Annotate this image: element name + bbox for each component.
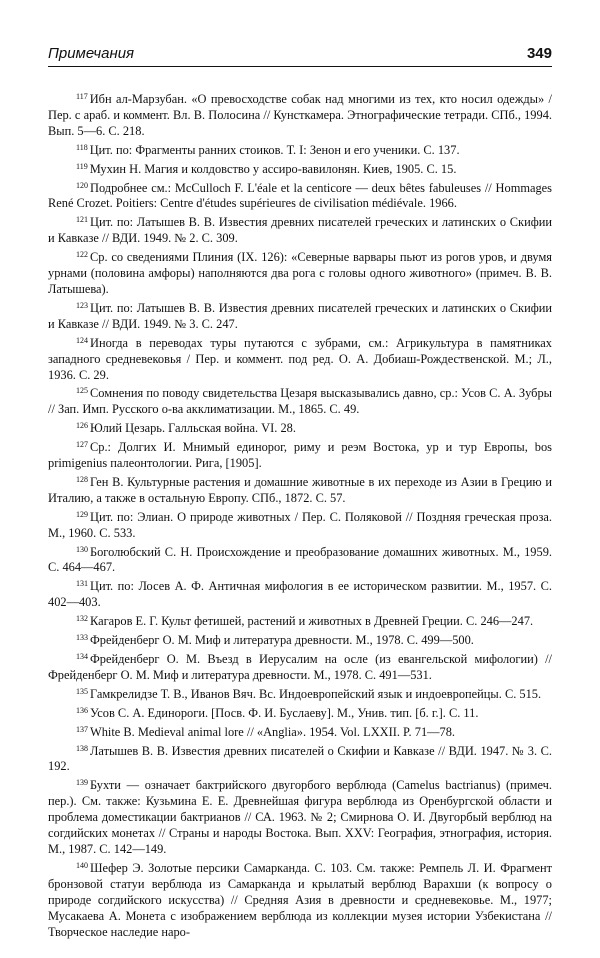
footnote-number: 120 — [76, 180, 88, 190]
footnote — [48, 775, 552, 858]
footnote — [48, 630, 552, 649]
footnote-number: 136 — [76, 705, 88, 715]
footnote — [48, 159, 552, 178]
footnote-number: 125 — [76, 386, 88, 396]
footnote-text: Мухин Н. Магия и колдовство у ассиро-вавилонян. Киев, 1905. С. 15. — [89, 161, 457, 176]
footnote-text: Кагаров Е. Г. Культ фетишей, растений и животных в Древней Греции. С. 246—247. — [90, 614, 534, 629]
footnote-number: 138 — [76, 743, 88, 753]
notes-list — [48, 89, 552, 940]
footnote-text: Фрейденберг О. М. Въезд в Иерусалим на осле (из евангельской мифологии) // Фрейденберг О. М. Миф и литература древности. М., 1978. С. 491—531. — [48, 652, 552, 682]
footnote — [48, 333, 552, 384]
footnote — [48, 741, 552, 776]
footnote-text: Ген В. Культурные растения и домашние животные в их переходе из Азии в Грецию и Италию, а также в остальную Европу. СПб., 1872. С. 57. — [48, 474, 552, 505]
footnote — [48, 418, 552, 437]
footnote-text: Цит. по: Лосев А. Ф. Античная мифология в ее историческом развитии. М., 1957. С. 402—403. — [48, 579, 552, 610]
footnote-text: Цит. по: Латышев В. В. Известия древних писателей греческих и латинских о Скифии и Кавказе // ВДИ. 1949. № 2. С. 309. — [48, 215, 552, 246]
page-header — [48, 40, 552, 67]
footnote-number: 137 — [76, 724, 88, 734]
footnote-text: Ср.: Долгих И. Мнимый единорог, риму и реэм Востока, ур и тур Европы, bos primigenius палеонтологии. Рига, [1905]. — [48, 440, 552, 471]
footnote-number: 121 — [76, 215, 88, 225]
footnote — [48, 576, 552, 611]
footnote-text: Шефер Э. Золотые персики Самарканда. С. 103. См. также: Ремпель Л. И. Фрагмент бронзовой статуи верблюда из Самарканда и крылатый верблюд Варахши (к вопросу о природе согдийского искусства) // Средняя Азия в древности и средневековье. М., 1977; Мусакаева А. Монета с изображением верблюда из коллекции музея истории Узбекистана // Творческое наследие наро- — [48, 860, 552, 939]
footnote-number: 124 — [76, 335, 88, 345]
footnote-number: 140 — [76, 860, 88, 870]
footnote-number: 129 — [76, 509, 88, 519]
footnote — [48, 89, 552, 140]
footnote — [48, 722, 552, 741]
footnote — [48, 649, 552, 684]
footnote — [48, 611, 552, 630]
footnote-text: Цит. по: Фрагменты ранних стоиков. Т. I: Зенон и его ученики. С. 137. — [89, 142, 460, 157]
footnote — [48, 437, 552, 472]
footnote — [48, 212, 552, 247]
footnote-number: 123 — [76, 300, 88, 310]
running-head: Примечания — [48, 45, 135, 62]
footnote-text: Цит. по: Элиан. О природе животных / Пер. С. Поляковой // Поздняя греческая проза. М., 1960. С. 533. — [48, 509, 552, 540]
footnote-number: 126 — [76, 421, 88, 431]
footnote-text: Бухти — означает бактрийского двугорбого верблюда (Camelus bactrianus) (примеч. пер.). См. также: Кузьмина Е. Е. Древнейшая фигура верблюда из Оренбургской области и проблема доместикации бактрианов // СА. 1963. № 2; Смирнова О. И. Двугорбый верблюд на согдийских монетах // Страны и народы Востока. Вып. XXV: География, этнография, история. М., 1987. С. 142—149. — [48, 778, 552, 856]
footnote — [48, 542, 552, 577]
page-number: 349 — [526, 45, 552, 62]
footnote-number: 130 — [76, 544, 88, 554]
footnote — [48, 703, 552, 722]
footnote-text: White B. Medieval animal lore // «Anglia». 1954. Vol. LXXII. P. 71—78. — [90, 724, 456, 739]
footnote-text: Латышев В. В. Известия древних писателей о Скифии и Кавказе // ВДИ. 1947. № 3. С. 192. — [48, 743, 552, 774]
footnote-number: 131 — [76, 579, 88, 589]
footnote — [48, 178, 552, 213]
footnote-number: 117 — [76, 92, 88, 101]
footnote-number: 133 — [76, 633, 88, 643]
footnote — [48, 684, 552, 703]
footnote-number: 139 — [76, 778, 88, 788]
footnote-text: Боголюбский С. Н. Происхождение и преобразование домашних животных. М., 1959. С. 464—467. — [48, 544, 552, 575]
footnote-text: Цит. по: Латышев В. В. Известия древних писателей греческих и латинских о Скифии и Кавказе // ВДИ. 1949. № 3. С. 247. — [48, 300, 552, 331]
footnote-text: Фрейденберг О. М. Миф и литература древности. М., 1978. С. 499—500. — [90, 633, 474, 648]
footnote-text: Ибн ал-Марзубан. «О превосходстве собак над многими из тех, кто носил одежды» / Пер. с араб. и коммент. Вл. В. Полосина // Кунсткамера. Этнографические тетради. СПб., 1994. Вып. 5—6. С. 218. — [48, 92, 552, 138]
footnote-text: Иногда в переводах туры путаются с зубрами, см.: Агрикультура в памятниках западного средневековья / Пер. и коммент. под ред. О. А. Добиаш-Рождественской. М.; Л., 1936. С. 29. — [48, 335, 552, 382]
footnote-text: Юлий Цезарь. Галльская война. VI. 28. — [90, 421, 296, 436]
footnote — [48, 383, 552, 418]
footnote-number: 135 — [76, 686, 88, 696]
footnote-text: Усов С. А. Единороги. [Посв. Ф. И. Буслаеву]. М., Унив. тип. [б. г.]. С. 11. — [90, 705, 479, 720]
footnote-number: 118 — [76, 142, 88, 152]
footnote — [48, 140, 552, 159]
footnote — [48, 472, 552, 507]
footnote-number: 132 — [76, 614, 88, 624]
footnote-text: Подробнее см.: McCulloch F. L'éale et la centicore — deux bêtes fabuleuses // Hommages René Crozet. Poitiers: Centre d'études supérieures de civilisation médiévale. 1966. — [48, 180, 552, 211]
footnote-text: Сомнения по поводу свидетельства Цезаря высказывались давно, ср.: Усов С. А. Зубры // Зап. Имп. Русского о-ва акклиматизации. М., 1865. С. 49. — [48, 386, 552, 417]
footnote-number: 119 — [76, 161, 88, 171]
footnote-number: 122 — [76, 250, 88, 260]
footnote — [48, 298, 552, 333]
footnote — [48, 247, 552, 298]
footnote-number: 134 — [76, 652, 88, 661]
footnote-number: 128 — [76, 474, 88, 484]
footnote-number: 127 — [76, 440, 88, 450]
footnote — [48, 858, 552, 941]
footnote — [48, 507, 552, 542]
footnote-text: Гамкрелидзе Т. В., Иванов Вяч. Вс. Индоевропейский язык и индоевропейцы. С. 515. — [90, 686, 542, 701]
footnote-text: Ср. со сведениями Плиния (IX. 126): «Северные варвары пьют из рогов уров, и двумя урнами (половина амфоры) наполняются два рога с головы одного животного» (примеч. В. В. Латышева). — [48, 250, 552, 296]
